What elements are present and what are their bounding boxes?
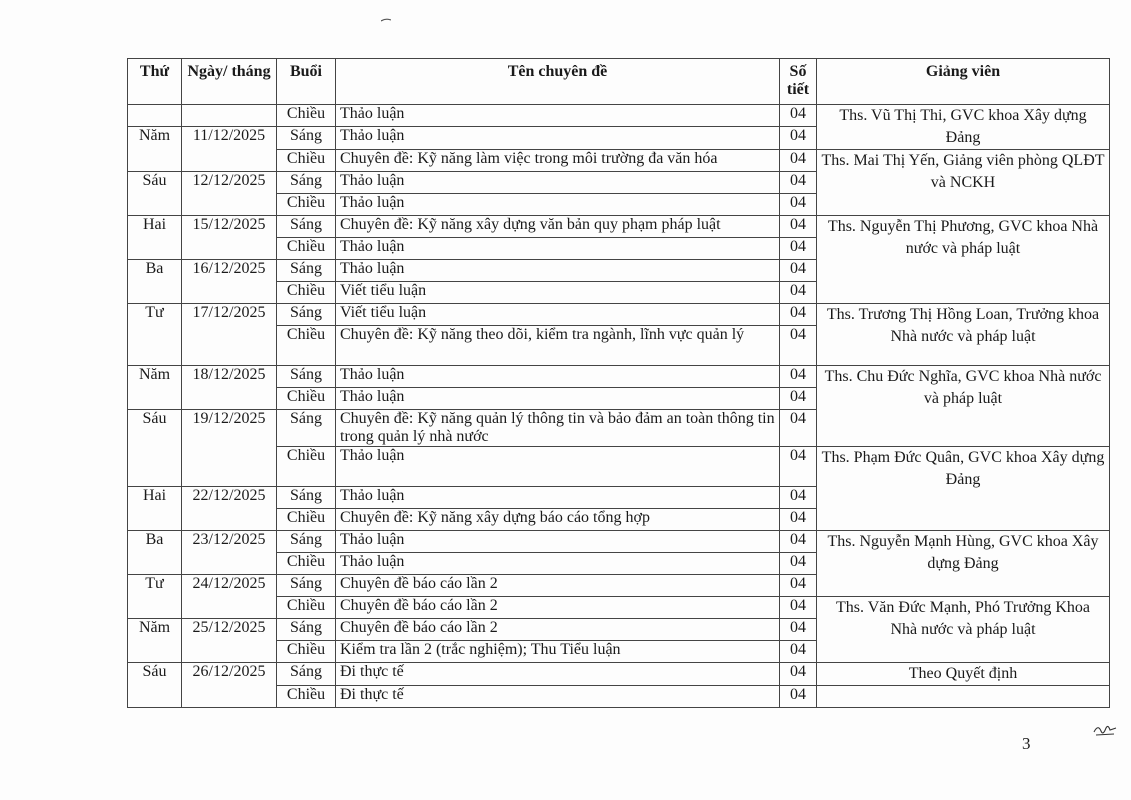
header-row: [128, 59, 1110, 105]
day-of-week: Ba: [128, 260, 182, 304]
topic-cell: Thảo luận: [336, 194, 780, 216]
topic-cell: Viết tiểu luận: [336, 282, 780, 304]
lecturer-cell: Ths. Văn Đức Mạnh, Phó Trưởng Khoa Nhà nước và pháp luật: [817, 597, 1110, 663]
page-number: 3: [1022, 734, 1031, 753]
session-cell: Chiều: [277, 282, 336, 304]
topic-cell: Chuyên đề báo cáo lần 2: [336, 619, 780, 641]
topic-cell: Kiểm tra lần 2 (trắc nghiệm); Thu Tiểu luận: [336, 641, 780, 663]
lecturer-cell: Ths. Nguyễn Mạnh Hùng, GVC khoa Xây dựng Đảng: [817, 531, 1110, 597]
session-cell: Chiều: [277, 447, 336, 487]
lecturer-cell: Ths. Trương Thị Hồng Loan, Trưởng khoa Nhà nước và pháp luật: [817, 304, 1110, 366]
topic-cell: Thảo luận: [336, 366, 780, 388]
date-cell: 22/12/2025: [182, 487, 277, 531]
session-cell: Chiều: [277, 238, 336, 260]
topic-cell: Thảo luận: [336, 447, 780, 487]
day-of-week: Năm: [128, 619, 182, 663]
handwritten-initial: [1092, 722, 1118, 738]
topic-cell: Chuyên đề: Kỹ năng theo dõi, kiểm tra ngành, lĩnh vực quản lý: [336, 326, 780, 366]
day-of-week: Hai: [128, 216, 182, 260]
table-row: [128, 304, 1110, 326]
day-of-week: Ba: [128, 531, 182, 575]
day-of-week: Tư: [128, 575, 182, 619]
lecturer-cell: Ths. Vũ Thị Thi, GVC khoa Xây dựng Đảng: [817, 105, 1110, 150]
topic-cell: Thảo luận: [336, 531, 780, 553]
date-cell: 23/12/2025: [182, 531, 277, 575]
day-of-week: Tư: [128, 304, 182, 366]
day-of-week: Sáu: [128, 410, 182, 487]
header-buoi: Buổi: [277, 59, 336, 105]
lecturer-cell: Theo Quyết định: [817, 663, 1110, 686]
topic-cell: Chuyên đề: Kỹ năng quản lý thông tin và bảo đảm an toàn thông tin trong quản lý nhà nước: [336, 410, 780, 447]
lecturer-cell: Ths. Chu Đức Nghĩa, GVC khoa Nhà nước và pháp luật: [817, 366, 1110, 447]
periods-cell: 04: [780, 238, 817, 260]
day-of-week: Năm: [128, 127, 182, 172]
session-cell: Sáng: [277, 663, 336, 686]
periods-cell: 04: [780, 686, 817, 708]
table-row: [128, 105, 1110, 127]
topic-cell: Chuyên đề: Kỹ năng làm việc trong môi trường đa văn hóa: [336, 150, 780, 172]
date-cell: 16/12/2025: [182, 260, 277, 304]
date-cell: 12/12/2025: [182, 172, 277, 216]
table-row: [128, 216, 1110, 238]
periods-cell: 04: [780, 172, 817, 194]
topic-cell: Thảo luận: [336, 238, 780, 260]
topic-cell: Thảo luận: [336, 260, 780, 282]
periods-cell: 04: [780, 410, 817, 447]
periods-cell: 04: [780, 127, 817, 150]
header-so-tiet: Số tiết: [780, 59, 817, 105]
session-cell: Sáng: [277, 172, 336, 194]
topic-cell: Thảo luận: [336, 105, 780, 127]
day-of-week: Năm: [128, 366, 182, 410]
topic-cell: Chuyên đề: Kỹ năng xây dựng văn bản quy phạm pháp luật: [336, 216, 780, 238]
session-cell: Sáng: [277, 260, 336, 282]
periods-cell: 04: [780, 366, 817, 388]
session-cell: Chiều: [277, 641, 336, 663]
header-ngay: Ngày/ tháng: [182, 59, 277, 105]
session-cell: Sáng: [277, 487, 336, 509]
topic-cell: Thảo luận: [336, 127, 780, 150]
periods-cell: 04: [780, 194, 817, 216]
topic-cell: Thảo luận: [336, 388, 780, 410]
session-cell: Chiều: [277, 326, 336, 366]
periods-cell: 04: [780, 619, 817, 641]
lecturer-cell: Ths. Nguyễn Thị Phương, GVC khoa Nhà nước và pháp luật: [817, 216, 1110, 304]
date-cell: 18/12/2025: [182, 366, 277, 410]
day-of-week: Sáu: [128, 172, 182, 216]
day-of-week: [128, 105, 182, 127]
session-cell: Chiều: [277, 150, 336, 172]
date-cell: 11/12/2025: [182, 127, 277, 172]
periods-cell: 04: [780, 575, 817, 597]
date-cell: 24/12/2025: [182, 575, 277, 619]
topic-cell: Thảo luận: [336, 172, 780, 194]
day-of-week: Hai: [128, 487, 182, 531]
session-cell: Chiều: [277, 553, 336, 575]
periods-cell: 04: [780, 531, 817, 553]
date-cell: 15/12/2025: [182, 216, 277, 260]
periods-cell: 04: [780, 487, 817, 509]
lecturer-cell: Ths. Phạm Đức Quân, GVC khoa Xây dựng Đảng: [817, 447, 1110, 531]
date-cell: 19/12/2025: [182, 410, 277, 487]
periods-cell: 04: [780, 216, 817, 238]
session-cell: Sáng: [277, 127, 336, 150]
topic-cell: Chuyên đề: Kỹ năng xây dựng báo cáo tổng hợp: [336, 509, 780, 531]
session-cell: Chiều: [277, 194, 336, 216]
session-cell: Chiều: [277, 686, 336, 708]
topic-cell: Thảo luận: [336, 487, 780, 509]
session-cell: Chiều: [277, 388, 336, 410]
periods-cell: 04: [780, 641, 817, 663]
schedule-table: [127, 58, 1110, 708]
periods-cell: 04: [780, 260, 817, 282]
table-row: [128, 531, 1110, 553]
date-cell: 25/12/2025: [182, 619, 277, 663]
periods-cell: 04: [780, 388, 817, 410]
date-cell: [182, 105, 277, 127]
topic-cell: Thảo luận: [336, 553, 780, 575]
table-row: [128, 366, 1110, 388]
topic-cell: Chuyên đề báo cáo lần 2: [336, 575, 780, 597]
table-row: [128, 663, 1110, 686]
session-cell: Chiều: [277, 105, 336, 127]
topic-cell: Đi thực tế: [336, 663, 780, 686]
periods-cell: 04: [780, 597, 817, 619]
session-cell: Sáng: [277, 304, 336, 326]
periods-cell: 04: [780, 663, 817, 686]
topic-cell: Chuyên đề báo cáo lần 2: [336, 597, 780, 619]
session-cell: Sáng: [277, 619, 336, 641]
session-cell: Sáng: [277, 575, 336, 597]
session-cell: Sáng: [277, 410, 336, 447]
periods-cell: 04: [780, 509, 817, 531]
date-cell: 26/12/2025: [182, 663, 277, 708]
lecturer-cell: Ths. Mai Thị Yến, Giảng viên phòng QLĐT và NCKH: [817, 150, 1110, 216]
date-cell: 17/12/2025: [182, 304, 277, 366]
periods-cell: 04: [780, 304, 817, 326]
scan-mark: [381, 18, 391, 22]
schedule-body: [128, 105, 1110, 708]
session-cell: Sáng: [277, 216, 336, 238]
topic-cell: Đi thực tế: [336, 686, 780, 708]
header-thu: Thứ: [128, 59, 182, 105]
session-cell: Chiều: [277, 597, 336, 619]
header-chuyen-de: Tên chuyên đề: [336, 59, 780, 105]
periods-cell: 04: [780, 105, 817, 127]
periods-cell: 04: [780, 326, 817, 366]
lecturer-cell: [817, 686, 1110, 708]
periods-cell: 04: [780, 150, 817, 172]
periods-cell: 04: [780, 553, 817, 575]
header-giang-vien: Giảng viên: [817, 59, 1110, 105]
periods-cell: 04: [780, 282, 817, 304]
periods-cell: 04: [780, 447, 817, 487]
day-of-week: Sáu: [128, 663, 182, 708]
session-cell: Chiều: [277, 509, 336, 531]
session-cell: Sáng: [277, 531, 336, 553]
topic-cell: Viết tiểu luận: [336, 304, 780, 326]
session-cell: Sáng: [277, 366, 336, 388]
